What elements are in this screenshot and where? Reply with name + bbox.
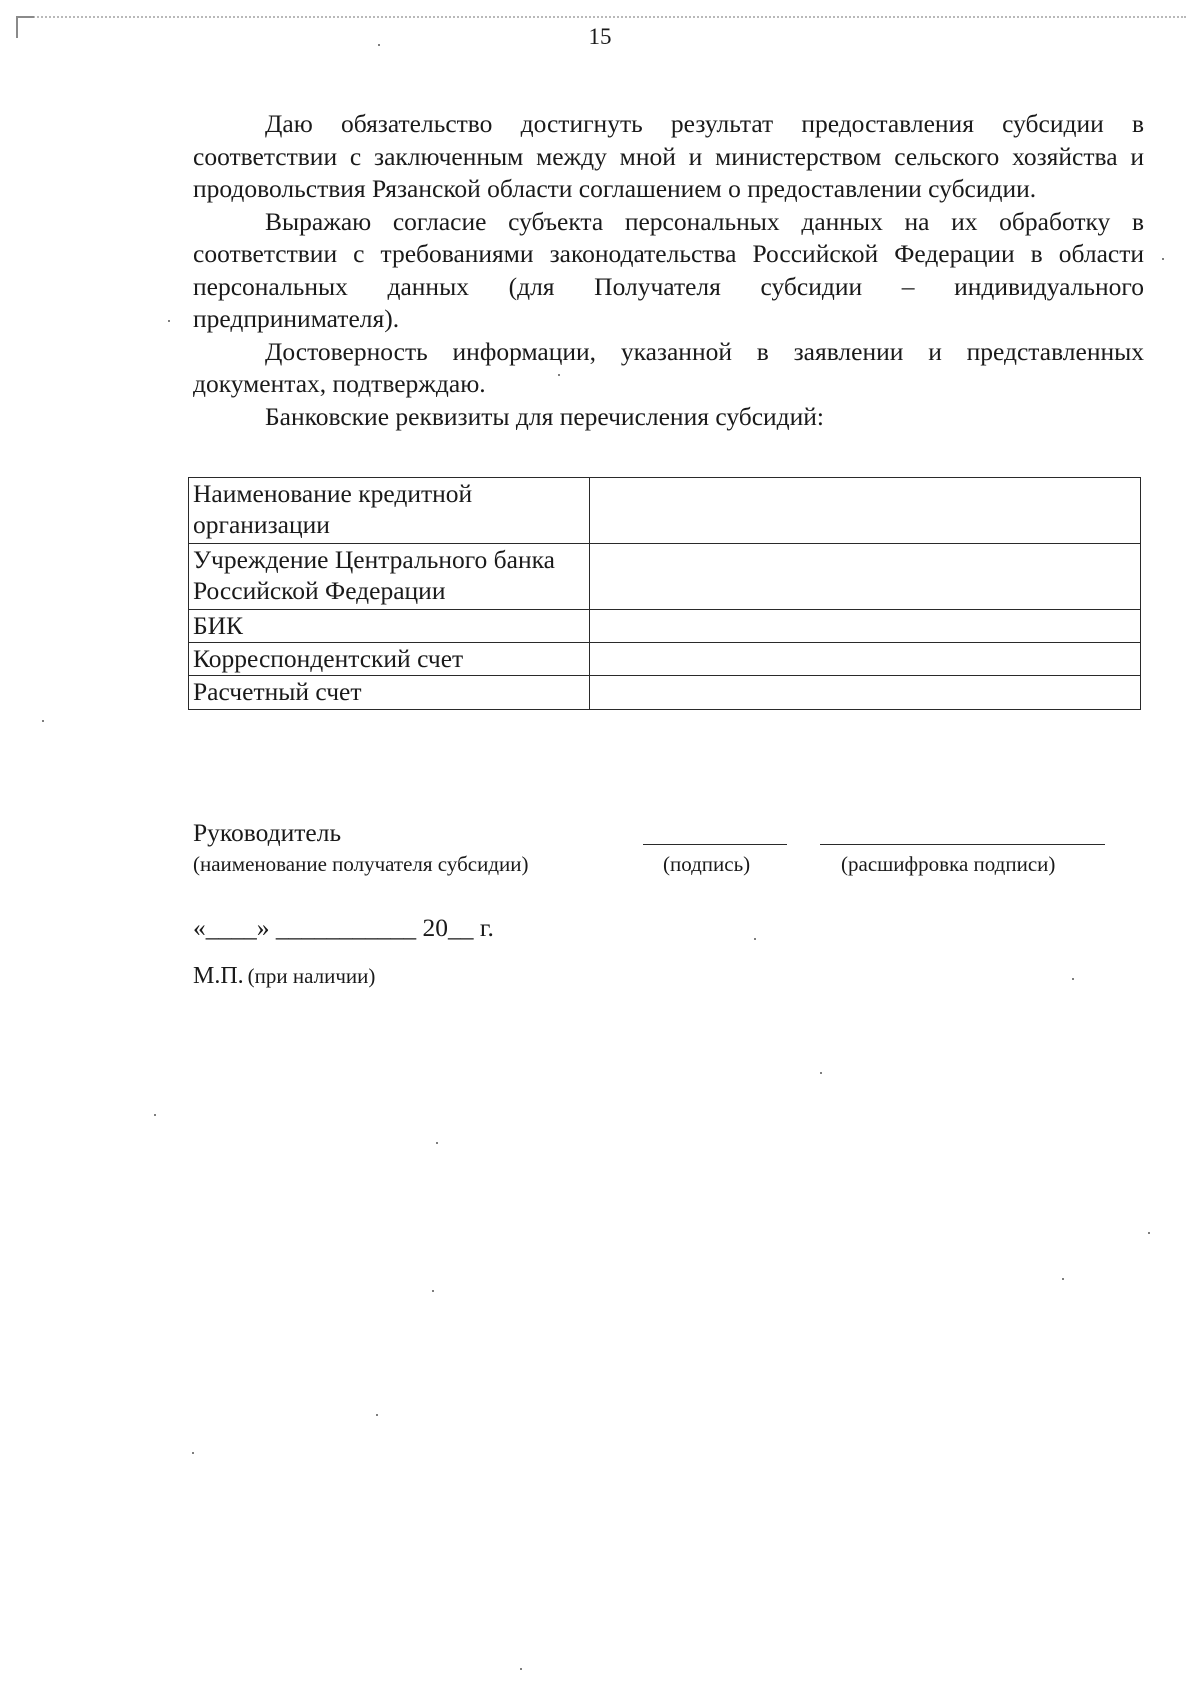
bik-value[interactable]	[590, 610, 1141, 643]
date-line[interactable]: «____» ___________ 20__ г.	[193, 913, 494, 942]
scan-speck	[820, 1072, 822, 1074]
signature-block	[193, 818, 1153, 878]
scan-speck	[432, 1290, 434, 1292]
scan-speck	[168, 320, 170, 322]
table-row	[189, 676, 1141, 710]
central-bank-value[interactable]	[590, 544, 1141, 610]
settlement-account-label: Расчетный счет	[189, 676, 590, 710]
bank-details-heading: Банковские реквизиты для перечисления субсидий:	[265, 401, 825, 431]
stamp-place	[193, 963, 375, 990]
scan-speck	[754, 938, 756, 940]
scan-speck	[1162, 258, 1164, 260]
settlement-account-value[interactable]	[590, 676, 1141, 710]
signature-decoding-caption: (расшифровка подписи)	[841, 852, 1056, 876]
bank-details-table	[188, 477, 1141, 710]
table-row	[189, 643, 1141, 676]
obligation-paragraph: Даю обязательство достигнуть результат предоставления субсидии в соответствии с заключенным между мной и министерством сельского хозяйства и продовольствия Рязанской области соглашением о предоставлении субсидии.	[193, 109, 1144, 203]
scan-speck	[192, 1452, 194, 1454]
consent-paragraph: Выражаю согласие субъекта персональных данных на их обработку в соответствии с требованиями законодательства Российской Федерации в области персональных данных (для Получателя субсидии – индивидуального предпринимателя).	[193, 206, 1144, 333]
head-title: Руководитель	[193, 818, 342, 847]
signature-caption: (подпись)	[663, 852, 751, 876]
recipient-name-caption: (наименование получателя субсидии)	[193, 852, 529, 876]
bank-name-value[interactable]	[590, 478, 1141, 544]
scan-speck	[1072, 978, 1074, 980]
scan-speck	[520, 1668, 522, 1670]
signature-line[interactable]	[643, 844, 787, 845]
scan-speck	[436, 1142, 438, 1144]
scan-speck	[42, 720, 44, 722]
bank-name-label: Наименование кредитной организации	[189, 478, 590, 544]
page-number: 15	[588, 24, 612, 49]
scan-speck	[154, 1114, 156, 1116]
scan-edge-artifact	[18, 16, 1186, 18]
bik-label: БИК	[189, 610, 590, 643]
stamp-note: (при наличии)	[247, 964, 376, 988]
table-row	[189, 610, 1141, 643]
scan-speck	[558, 374, 560, 376]
correspondent-account-label: Корреспондентский счет	[189, 643, 590, 676]
central-bank-label: Учреждение Центрального банка Российской Федерации	[189, 544, 590, 610]
scan-speck	[378, 44, 380, 46]
scan-speck	[376, 1414, 378, 1416]
table-row	[189, 544, 1141, 610]
correspondent-account-value[interactable]	[590, 643, 1141, 676]
scan-speck	[1148, 1232, 1150, 1234]
signature-decoding-line[interactable]	[820, 844, 1105, 845]
scan-speck	[1062, 1278, 1064, 1280]
stamp-abbreviation: М.П.	[193, 963, 244, 989]
table-row	[189, 478, 1141, 544]
accuracy-paragraph: Достоверность информации, указанной в заявлении и представленных документах, подтверждаю.	[193, 336, 1144, 398]
document-body	[193, 108, 1144, 433]
